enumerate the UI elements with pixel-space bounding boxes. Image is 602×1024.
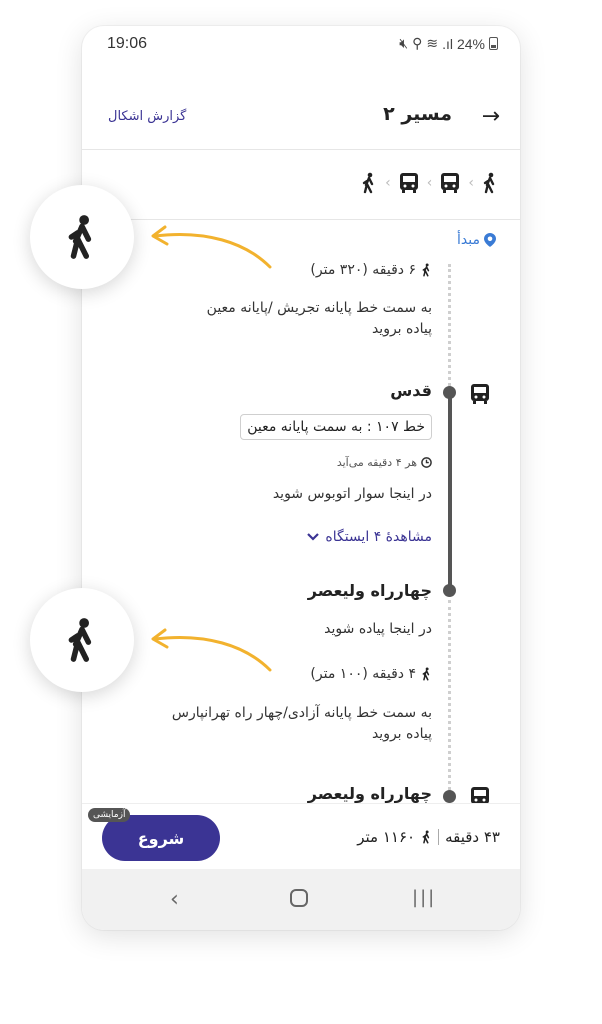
stop-node — [443, 386, 456, 399]
walk1-instruction-line: به سمت خط پایانه تجریش /پایانه معین — [206, 300, 432, 316]
nav-back-icon[interactable]: ‹ — [170, 887, 179, 912]
walk-icon — [421, 667, 432, 681]
walk2-instruction — [172, 703, 432, 745]
divider — [438, 829, 439, 845]
clock-icon — [421, 457, 432, 468]
walk1-instruction-line: پیاده بروید — [371, 321, 432, 337]
trip-summary — [357, 828, 500, 846]
mute-icon: 🔇︎ — [399, 35, 409, 51]
bus-path-line — [448, 394, 452, 590]
walk2-instruction-line: به سمت خط پایانه آزادی/چهار راه تهرانپارس — [171, 705, 432, 721]
total-time: ۴۳ دقیقه — [445, 828, 500, 846]
alight-instruction: در اینجا پیاده شوید — [324, 621, 432, 637]
start-button[interactable]: شروع — [102, 815, 220, 861]
frequency-row — [337, 456, 432, 469]
stop-node — [443, 790, 456, 803]
walk2-instruction-line: پیاده بروید — [371, 726, 432, 742]
beta-badge: آزمایشی — [88, 808, 130, 822]
board-instruction: در اینجا سوار اتوبوس شوید — [272, 486, 432, 502]
nav-recents-icon[interactable]: ||| — [412, 887, 437, 908]
bottom-action-bar — [82, 803, 520, 869]
chevron-left-icon: ‹ — [426, 175, 433, 191]
wifi-icon: ≋ — [426, 35, 439, 51]
view-stations-link[interactable] — [307, 529, 432, 545]
stop1-name: قدس — [390, 381, 432, 400]
chevron-down-icon — [307, 533, 319, 541]
walk-path-line — [448, 264, 451, 386]
walk-distance: ۱۱۶۰ متر — [357, 828, 416, 846]
walk-icon — [421, 830, 432, 844]
location-icon: ⚲ — [412, 35, 423, 51]
stop2-name: چهارراه ولیعصر — [307, 581, 432, 600]
origin-label: مبدأ — [457, 232, 480, 248]
battery-icon — [489, 37, 498, 50]
bus-line-chip: خط ۱۰۷ : به سمت پایانه معین — [240, 414, 432, 440]
nav-home-icon[interactable] — [290, 889, 308, 907]
stop-node — [443, 584, 456, 597]
view-stations-label: مشاهدهٔ ۴ ایستگاه — [325, 529, 432, 545]
walk-icon — [361, 172, 377, 194]
walk-path-line — [448, 600, 451, 790]
chevron-left-icon: ‹ — [385, 175, 391, 191]
callout-arrow — [145, 222, 275, 272]
walk-callout-bubble — [30, 185, 134, 289]
chevron-left-icon: ‹ — [468, 175, 474, 191]
app-header — [82, 64, 520, 150]
walk2-duration: ۴ دقیقه (۱۰۰ متر) — [310, 666, 416, 682]
location-pin-icon — [484, 233, 496, 247]
bus-icon — [440, 172, 460, 194]
report-issue-link[interactable]: گزارش اشکال — [108, 109, 187, 124]
walk1-duration: ۶ دقیقه (۳۲۰ متر) — [310, 262, 416, 278]
bus-icon — [399, 172, 419, 194]
walk-icon — [65, 213, 99, 261]
walk-icon — [65, 616, 99, 664]
battery-percent: 24% — [456, 35, 485, 52]
back-arrow-icon[interactable]: → — [481, 104, 500, 129]
walk-icon — [482, 172, 498, 194]
walk1-duration-row — [310, 262, 432, 278]
walk-callout-bubble — [30, 588, 134, 692]
callout-arrow — [145, 625, 275, 675]
status-bar — [82, 26, 520, 64]
page-title: مسیر ۲ — [383, 103, 452, 125]
status-time: 19:06 — [107, 35, 148, 52]
stop3-name: چهارراه ولیعصر — [307, 784, 432, 803]
mode-summary-bar — [82, 150, 520, 220]
walk2-duration-row — [310, 666, 432, 682]
status-icons — [399, 35, 498, 52]
system-nav-bar — [82, 869, 520, 930]
origin-row — [457, 232, 496, 248]
phone-screen — [82, 26, 520, 930]
walk1-instruction — [207, 298, 432, 340]
frequency-text: هر ۴ دقیقه می‌آید — [336, 456, 417, 469]
bus-icon — [470, 383, 490, 405]
walk-icon — [421, 263, 432, 277]
signal-icon: .ıl — [442, 35, 453, 52]
